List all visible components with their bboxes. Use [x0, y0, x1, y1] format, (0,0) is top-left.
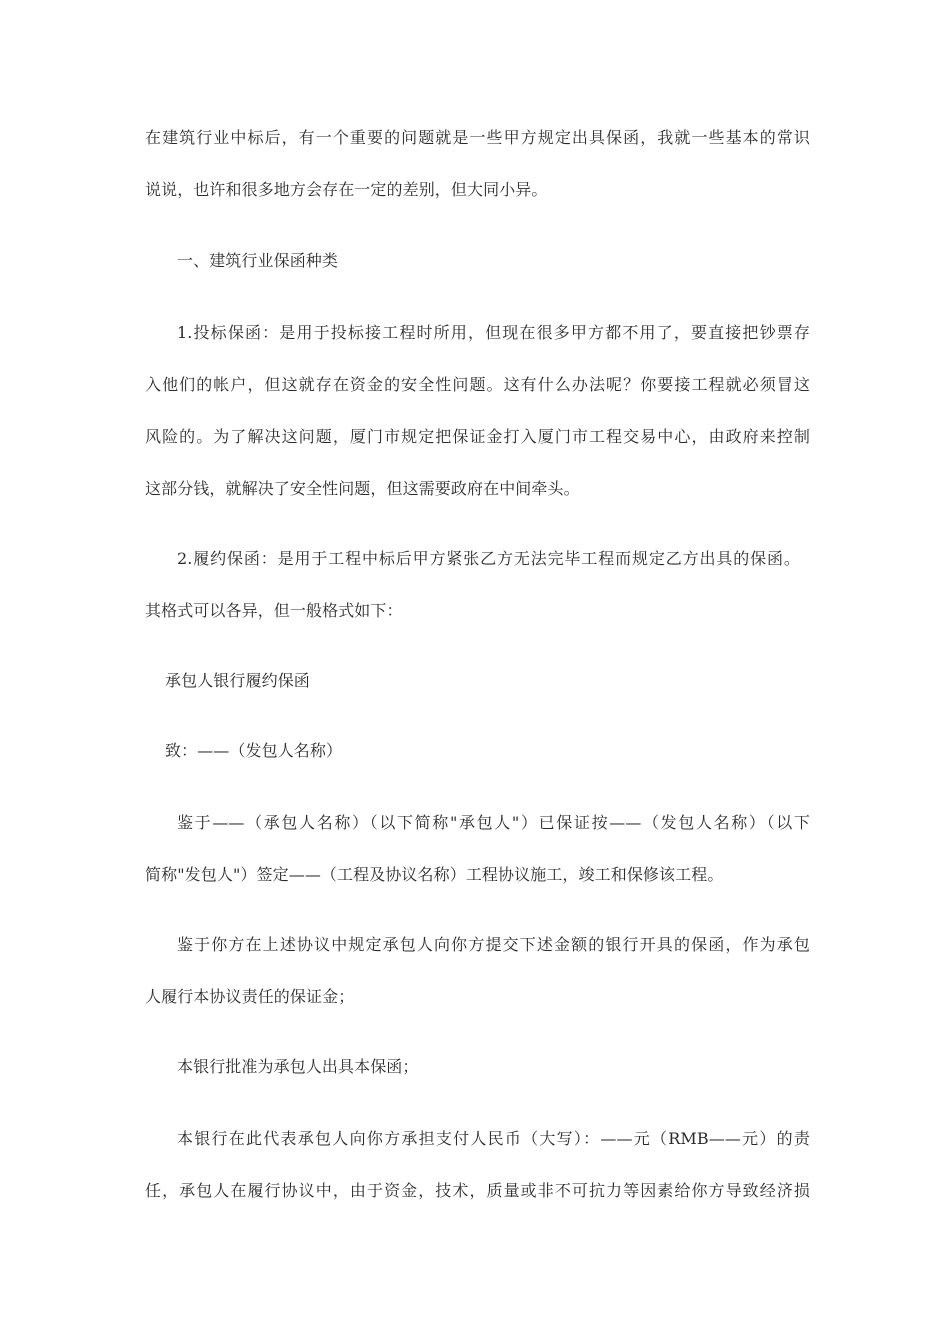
section-heading-guarantee-types: 一、建筑行业保函种类	[177, 251, 339, 270]
letter-paragraph-3: 本银行批准为承包人出具本保函；	[177, 1057, 419, 1076]
paragraph-bid-guarantee-line-2: 入他们的帐户，但这就存在资金的安全性问题。这有什么办法呢？你要接工程就必须冒这	[145, 375, 810, 394]
letter-paragraph-4-line-1: 本银行在此代表承包人向你方承担支付人民币（大写）：——元（RMB——元）的责	[177, 1129, 810, 1148]
paragraph-intro-line-1: 在建筑行业中标后，有一个重要的问题就是一些甲方规定出具保函，我就一些基本的常识	[145, 128, 810, 147]
letter-addressee: 致：——（发包人名称）	[165, 741, 343, 760]
letter-paragraph-2-line-1: 鉴于你方在上述协议中规定承包人向你方提交下述金额的银行开具的保函，作为承包	[177, 935, 810, 954]
paragraph-bid-guarantee-line-3: 风险的。为了解决这问题，厦门市规定把保证金打入厦门市工程交易中心，由政府来控制	[145, 427, 810, 446]
letter-title: 承包人银行履约保函	[165, 671, 310, 690]
letter-paragraph-2-line-2: 人履行本协议责任的保证金；	[145, 987, 355, 1006]
paragraph-intro-line-2: 说说，也许和很多地方会存在一定的差别，但大同小异。	[145, 180, 548, 199]
paragraph-performance-guarantee-line-1: 2.履约保函：是用于工程中标后甲方紧张乙方无法完毕工程而规定乙方出具的保函。	[177, 549, 800, 568]
paragraph-bid-guarantee-line-1: 1.投标保函：是用于投标接工程时所用，但现在很多甲方都不用了，要直接把钞票存	[177, 323, 810, 342]
paragraph-bid-guarantee-line-4: 这部分钱，就解决了安全性问题，但这需要政府在中间牵头。	[145, 479, 580, 498]
paragraph-performance-guarantee-line-2: 其格式可以各异，但一般格式如下：	[145, 601, 403, 620]
letter-paragraph-1-line-2: 简称"发包人"）签定——（工程及协议名称）工程协议施工，竣工和保修该工程。	[145, 865, 724, 884]
letter-paragraph-4-line-2: 任，承包人在履行协议中，由于资金，技术，质量或非不可抗力等因素给你方导致经济损	[145, 1181, 810, 1200]
letter-paragraph-1-line-1: 鉴于——（承包人名称）（以下简称"承包人"）已保证按——（发包人名称）（以下	[177, 813, 810, 832]
